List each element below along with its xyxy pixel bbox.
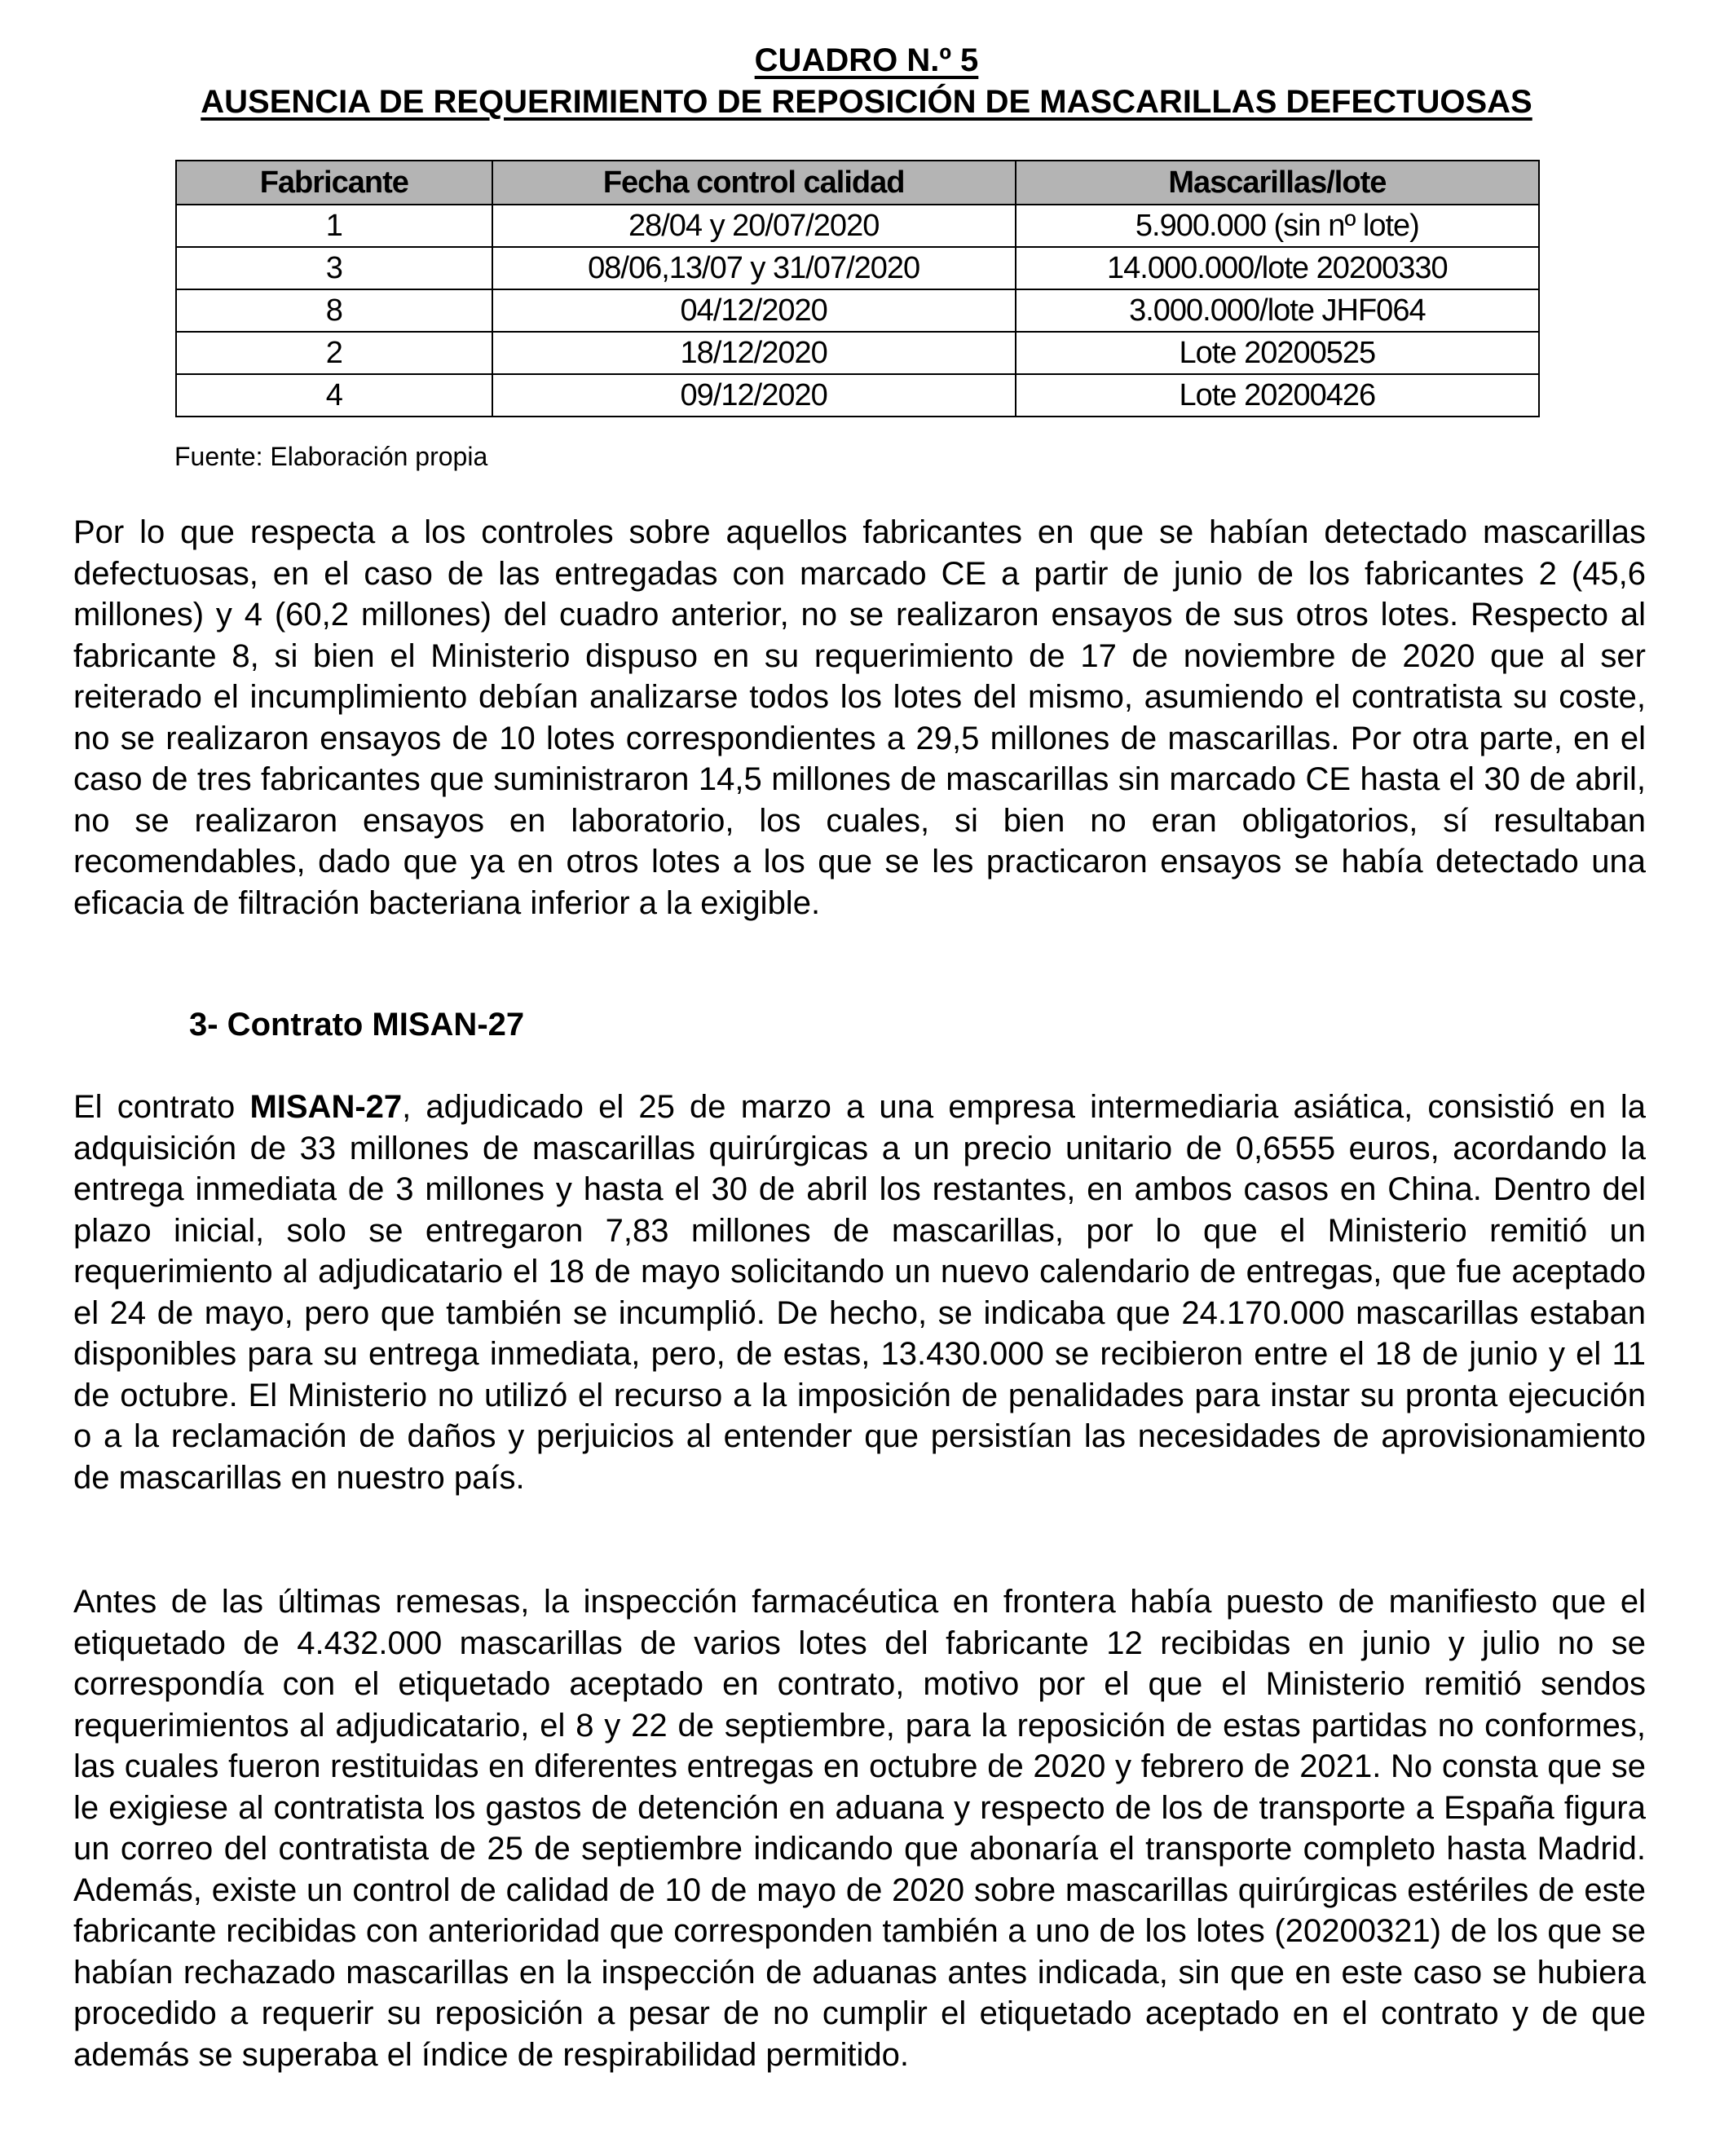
table-header-row	[176, 161, 1539, 205]
table-cell: 18/12/2020	[492, 332, 1016, 374]
table-row	[176, 205, 1539, 247]
table-title: AUSENCIA DE REQUERIMIENTO DE REPOSICIÓN DE MASCARILLAS DEFECTUOSAS	[201, 84, 1532, 120]
table-cell: 5.900.000 (sin nº lote)	[1016, 205, 1539, 247]
table-title-number: CUADRO N.º 5	[754, 42, 979, 78]
table-cell: 14.000.000/lote 20200330	[1016, 247, 1539, 289]
table-cell: 3.000.000/lote JHF064	[1016, 289, 1539, 332]
paragraph-contract-body: , adjudicado el 25 de marzo a una empresa intermediaria asiática, consistió en la adquisición de 33 millones de mascarillas quirúrgicas a un precio unitario de 0,6555 euros, acordando la entrega inmediata de 3 millones y hasta el 30 de abril los restantes, en ambos casos en China. Dentro del plazo inicial, solo se entregaron 7,83 millones de mascarillas, por lo que el Ministerio remitió un requerimiento al adjudicatario el 18 de mayo solicitando un nuevo calendario de entregas, que fue aceptado el 24 de mayo, pero que también se incumplió. De hecho, se indicaba que 24.170.000 mascarillas estaban disponibles para su entrega inmediata, pero, de estas, 13.430.000 se recibieron entre el 18 de junio y el 11 de octubre. El Ministerio no utilizó el recurso a la imposición de penalidades para instar su pronta ejecución o a la reclamación de daños y perjuicios al entender que persistían las necesidades de aprovisionamiento de mascarillas en nuestro país.	[73, 1089, 1646, 1496]
table-cell: 8	[176, 289, 492, 332]
table-row	[176, 247, 1539, 289]
table-cell: 2	[176, 332, 492, 374]
table-cell: Lote 20200426	[1016, 374, 1539, 417]
manufacturers-table	[175, 160, 1540, 417]
table-row	[176, 374, 1539, 417]
column-header-fabricante: Fabricante	[176, 161, 492, 205]
table-row	[176, 332, 1539, 374]
table-source-note: Fuente: Elaboración propia	[174, 442, 488, 471]
column-header-mascarillas: Mascarillas/lote	[1016, 161, 1539, 205]
table-cell: 1	[176, 205, 492, 247]
table-cell: 3	[176, 247, 492, 289]
table-cell: 04/12/2020	[492, 289, 1016, 332]
table-cell: 28/04 y 20/07/2020	[492, 205, 1016, 247]
table-cell: Lote 20200525	[1016, 332, 1539, 374]
column-header-fecha: Fecha control calidad	[492, 161, 1016, 205]
table-cell: 08/06,13/07 y 31/07/2020	[492, 247, 1016, 289]
section-heading: 3- Contrato MISAN-27	[189, 1007, 525, 1043]
paragraph-contract	[73, 1087, 1646, 1498]
paragraph-inspection: Antes de las últimas remesas, la inspección farmacéutica en frontera había puesto de manifiesto que el etiquetado de 4.432.000 mascarillas de varios lotes del fabricante 12 recibidas en junio y julio no se correspondía con el etiquetado aceptado en contrato, motivo por el que el Ministerio remitió sendos requerimientos al adjudicatario, el 8 y 22 de septiembre, para la reposición de estas partidas no conformes, las cuales fueron restituidas en diferentes entregas en octubre de 2020 y febrero de 2021. No consta que se le exigiese al contratista los gastos de detención en aduana y respecto de los de transporte a España figura un correo del contratista de 25 de septiembre indicando que abonaría el transporte completo hasta Madrid. Además, existe un control de calidad de 10 de mayo de 2020 sobre mascarillas quirúrgicas estériles de este fabricante recibidas con anterioridad que corresponden también a uno de los lotes (20200321) de los que se habían rechazado mascarillas en la inspección de aduanas antes indicada, sin que en este caso se hubiera procedido a requerir su reposición a pesar de no cumplir el etiquetado aceptado en el contrato y de que además se superaba el índice de respirabilidad permitido.	[73, 1584, 1646, 2073]
table-cell: 4	[176, 374, 492, 417]
paragraph-contract-intro: El contrato	[73, 1089, 250, 1125]
table-cell: 09/12/2020	[492, 374, 1016, 417]
paragraph-controls: Por lo que respecta a los controles sobre aquellos fabricantes en que se habían detectado mascarillas defectuosas, en el caso de las entregadas con marcado CE a partir de junio de los fabricantes 2 (45,6 millones) y 4 (60,2 millones) del cuadro anterior, no se realizaron ensayos de sus otros lotes. Respecto al fabricante 8, si bien el Ministerio dispuso en su requerimiento de 17 de noviembre de 2020 que al ser reiterado el incumplimiento debían analizarse todos los lotes del mismo, asumiendo el contratista su coste, no se realizaron ensayos de 10 lotes correspondientes a 29,5 millones de mascarillas. Por otra parte, en el caso de tres fabricantes que suministraron 14,5 millones de mascarillas sin marcado CE hasta el 30 de abril, no se realizaron ensayos en laboratorio, los cuales, si bien no eran obligatorios, sí resultaban recomendables, dado que ya en otros lotes a los que se les practicaron ensayos se había detectado una eficacia de filtración bacteriana inferior a la exigible.	[73, 514, 1646, 921]
contract-code: MISAN-27	[249, 1089, 403, 1125]
table-row	[176, 289, 1539, 332]
